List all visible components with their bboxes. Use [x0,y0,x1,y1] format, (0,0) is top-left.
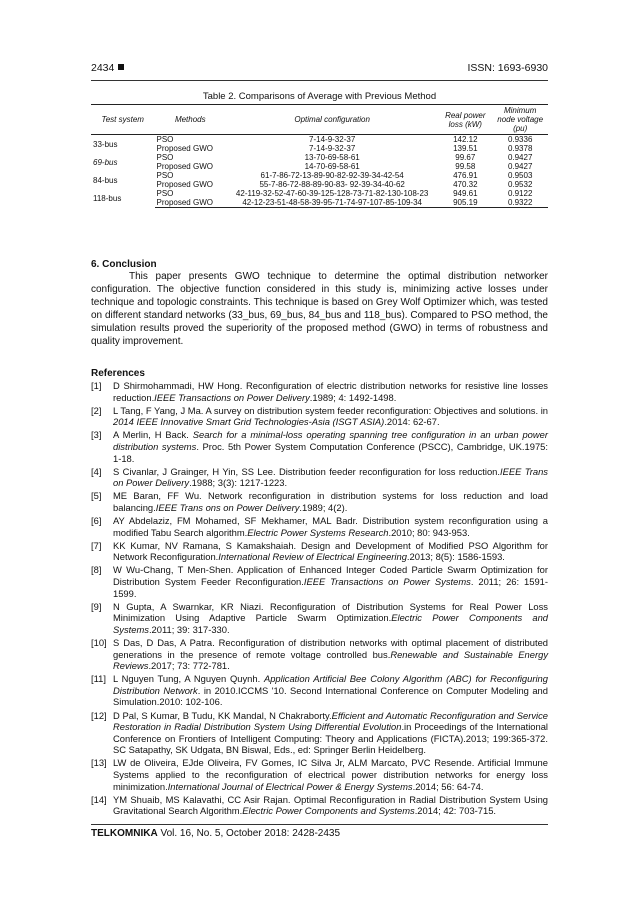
reference-src: Electric Power Components and Systems [242,805,415,817]
reference-item [91,490,548,513]
reference-post: .2014; 42: 703-715. [414,805,497,817]
cell-voltage: 0.9427 [507,153,533,162]
references-heading: References [91,368,145,379]
reference-item [91,515,548,538]
cell-config: 55-7-86-72-88-89-90-83- 92-39-34-40-62 [259,180,405,189]
reference-item [91,710,548,756]
cell-method: PSO [156,135,174,144]
reference-pre: ME Baran, FF Wu. Network reconfiguration in distribution systems for loss reduction and load balancing. [113,490,548,513]
cell-method: PSO [156,189,174,198]
reference-item [91,564,548,599]
reference-item [91,601,548,636]
reference-num: [2] [91,404,102,416]
reference-pre: L Tang, F Yang, J Ma. A survey on distribution system feeder reconfiguration: Objectives and solutions. in [113,404,548,416]
reference-src: 2014 IEEE Innovative Smart Grid Technologies-Asia (ISGT ASIA) [113,416,385,428]
reference-post: . in 2010.ICCMS '10. Second International Conference on Computer Modeling and Simulation.2010: 102-106. [113,684,548,708]
page-header [91,62,548,76]
cell-config: 13-70-69-58-61 [304,153,360,162]
cell-config: 42-12-23-51-48-58-39-95-71-74-97-107-85-109-34 [226,198,438,208]
cell-system: 33-bus [93,139,118,149]
reference-num: [6] [91,515,102,527]
conclusion-paragraph [91,271,548,348]
cell-voltage: 0.9336 [507,135,533,144]
reference-post: . 2011; 26: 1591-1599. [113,576,548,599]
header-rule [91,80,548,81]
table-row [91,171,548,180]
cell-method: PSO [156,171,174,180]
reference-src: IEEE Transactions on Power Systems [303,576,471,587]
reference-num: [4] [91,465,102,477]
reference-num: [13] [91,757,107,769]
header-power-loss: Real power loss (kW) [438,105,492,135]
reference-pre: N Gupta, A Swarnkar, KR Niazi. Reconfiguration of Distribution Systems for Real Power Loss Minimization Using Adaptive Particle Swarm Optimization. [113,600,548,624]
cell-loss: 905.19 [438,198,492,208]
cell-loss: 139.51 [453,144,478,153]
table-row [91,180,548,189]
reference-item [91,380,548,403]
reference-num: [1] [91,380,102,391]
reference-src: IEEE Transactions on Power Delivery [154,391,310,403]
reference-pre: A Merlin, H Back. [113,429,193,441]
reference-num: [8] [91,564,102,576]
cell-method: Proposed GWO [156,144,213,153]
reference-src: International Review of Electrical Engineering [218,551,407,563]
reference-src: IEEE Trans on Power Delivery [113,465,548,489]
cell-voltage: 0.9322 [492,198,548,208]
footer-rule [91,824,548,825]
reference-src: Efficient and Automatic Reconfiguration and Service Restoration in Radial Distribution System Using Differential Evolution [113,709,548,733]
cell-voltage: 0.9427 [507,162,533,171]
cell-voltage: 0.9122 [507,189,533,198]
header-configuration: Optimal configuration [226,105,438,135]
cell-method: Proposed GWO [156,180,213,189]
conclusion-text: This paper presents GWO technique to determine the optimal distribution networker configuration. The objective function considered in this study is, minimizing active losses under technique and topologic constraints. This technique is based on Grey Wolf Optimizer which, was tested on different standard networks (33_bus, 69_bus, 84_bus and 118_bus). Compared to PSO method, the simulation results proved the superiority of the proposed method (GWO) in terms of robustness and quality improvement. [91,271,548,347]
reference-pre: S Das, D Das, A Patra. Reconfiguration of distribution networks with optimal placement of distributed generations in the presence of remote voltage controlled bus. [113,636,548,660]
reference-pre: YM Shuaib, MS Kalavathi, CC Asir Rajan. Optimal Reconfiguration in Radial Distribution System Using Gravitational Search Algorithm. [113,793,548,817]
cell-method: Proposed GWO [155,198,227,208]
reference-post: .1989; 4: 1492-1498. [309,391,397,403]
table-row [91,144,548,153]
reference-src: Electric Power Components and Systems [113,612,548,635]
reference-item [91,405,548,428]
reference-item [91,429,548,464]
reference-num: [12] [91,709,107,721]
reference-pre: LW de Oliveira, EJde Oliveira, FV Gomes, IC Silva Jr, ALM Marcato, PVC Resende. Artificial Immune Systems applied to the reconfiguration of electrical power distribution networks for energy loss minimization. [113,757,548,792]
reference-num: [9] [91,600,102,612]
reference-src: Search for a minimal-loss operating spanning tree configuration in an urban power distribution systems [113,429,548,452]
journal-name: TELKOMNIKA [91,828,158,839]
reference-pre: AY Abdelaziz, FM Mohamed, SF Mekhamer, MAL Badr. Distribution system reconfiguration using a modified Tabu Search algorithm. [113,515,548,538]
table-row [91,189,548,198]
cell-loss: 142.12 [453,135,478,144]
reference-pre: S Civanlar, J Grainger, H Yin, SS Lee. Distribution feeder reconfiguration for loss reduction. [113,465,500,477]
reference-post: . Proc. 5th Power System Computation Conference (PSCC), Cambridge, UK.1975: 1-18. [113,440,548,464]
cell-loss: 99.58 [455,162,476,171]
page-footer [91,828,340,839]
cell-loss: 949.61 [453,189,478,198]
header-methods: Methods [155,105,227,135]
reference-pre: KK Kumar, NV Ramana, S Kamakshaiah. Design and Development of Modified PSO Algorithm for Network Reconfiguration. [113,539,548,563]
reference-pre: W Wu-Chang, T Men-Shen. Application of Enhanced Integer Coded Particle Swarm Optimization for Distribution System Feeder Reconfiguration. [113,564,548,587]
cell-loss: 470.32 [453,180,478,189]
square-bullet-icon [118,64,124,70]
reference-post: .2014; 56: 64-74. [412,780,484,792]
reference-post: .2010; 80: 943-953. [388,526,470,538]
cell-config: 7-14-9-32-37 [309,144,356,153]
cell-voltage: 0.9378 [507,144,533,153]
reference-pre: L Nguyen Tung, A Nguyen Quynh. [113,673,264,685]
conclusion-heading: 6. Conclusion [91,259,157,270]
table-caption: Table 2. Comparisons of Average with Previous Method [202,91,437,102]
reference-num: [10] [91,636,107,648]
reference-list [91,380,548,818]
reference-src: Application Artificial Bee Colony Algorithm (ABC) for Reconfiguring Distribution Network [113,673,548,696]
reference-pre: D Shirmohammadi, HW Hong. Reconfiguration of electric distribution networks for resistive line losses reduction. [113,380,548,403]
reference-num: [14] [91,793,107,805]
reference-post: .2011; 39: 317-330. [148,623,230,635]
reference-post: .2014: 62-67. [384,416,440,428]
reference-src: Renewable and Sustainable Energy Reviews [113,648,549,672]
reference-post: .2013; 8(5): 1586-1593. [406,551,505,563]
table-row [91,153,548,162]
reference-item [91,794,548,817]
cell-system: 84-bus [93,175,118,185]
reference-num: [7] [91,539,102,551]
reference-item [91,757,548,792]
reference-src: International Journal of Electrical Power & Energy Systems [167,780,413,792]
journal-info: Vol. 16, No. 5, October 2018: 2428-2435 [157,828,341,839]
cell-voltage: 0.9503 [507,171,533,180]
cell-config: 61-7-86-72-13-89-90-82-92-39-34-42-54 [260,171,404,180]
reference-src: Electric Power Systems Research [247,526,389,538]
cell-loss: 476.91 [453,171,478,180]
reference-item [91,466,548,489]
header-min-voltage: Minimum node voltage (pu) [492,105,548,135]
reference-src: IEEE Trans ons on Power Delivery [155,501,300,513]
cell-method: Proposed GWO [156,162,213,171]
reference-post: .in Proceedings of the International Conference on Frontiers of Intelligent Computing: Theory and Applications (FICTA).2013; 199:365-372. SC Satapathy, SK Udgata, BN Biswal, Eds., ed: Springer Berlin Heidelberg. [113,721,548,756]
table-header-row [91,105,548,135]
header-test-system: Test system [91,105,155,135]
reference-num: [5] [91,490,102,502]
reference-item [91,673,548,708]
reference-post: .1989; 4(2). [299,501,348,513]
reference-post: .2017; 73: 772-781. [148,660,230,672]
reference-num: [11] [91,673,106,685]
table-row [91,162,548,171]
cell-config: 14-70-69-58-61 [304,162,360,171]
reference-item [91,637,548,672]
reference-pre: D Pal, S Kumar, B Tudu, KK Mandal, N Chakraborty. [113,709,332,721]
reference-num: [3] [91,429,102,441]
issn: ISSN: 1693-6930 [467,62,548,74]
cell-method: PSO [156,153,174,162]
comparison-table [91,104,548,208]
cell-loss: 99.67 [455,153,476,162]
cell-system: 118-bus [93,193,122,203]
cell-system: 69-bus [93,157,118,167]
reference-item [91,540,548,563]
page-number: 2434 [91,62,124,74]
table-row [91,198,548,208]
reference-post: .1988; 3(3): 1217-1223. [189,477,288,489]
table-row [91,135,548,145]
cell-voltage: 0.9532 [507,180,533,189]
cell-config: 7-14-9-32-37 [309,135,356,144]
cell-config: 42-119-32-52-47-60-39-125-128-73-71-82-130-108-23 [235,189,429,198]
